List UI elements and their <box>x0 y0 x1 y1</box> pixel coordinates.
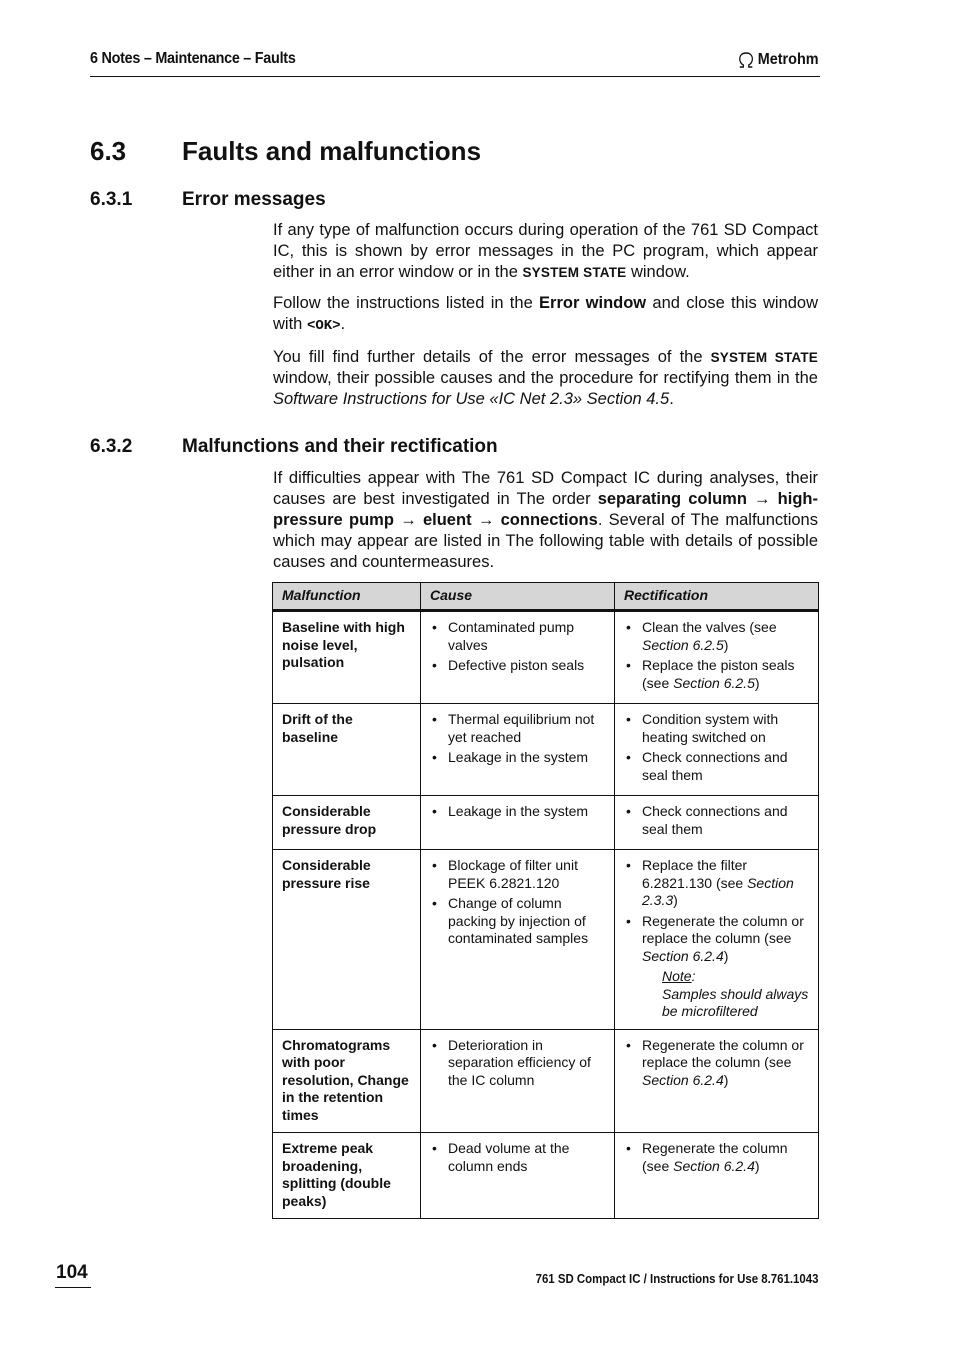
malfunction-cell: Considerable pressure rise <box>273 850 421 1030</box>
column-header-cause: Cause <box>421 583 615 611</box>
table-row <box>273 796 819 850</box>
paragraph: Follow the instructions listed in the Error window and close this window with <OK>. <box>273 294 819 334</box>
section-heading <box>90 136 481 167</box>
subsection-heading-malfunctions <box>90 436 498 458</box>
brand-name: Metrohm <box>758 51 819 68</box>
error-messages-body <box>273 220 818 420</box>
table-row <box>273 850 819 1030</box>
table-row <box>273 704 819 796</box>
list-item: • Regenerate the column or replace the column (see Section 6.2.4) <box>624 1037 809 1090</box>
list-item: • Thermal equilibrium not yet reached <box>430 711 605 746</box>
malfunction-cell: Baseline with high noise level, pulsation <box>273 611 421 704</box>
note: Note: Samples should always be microfiltered <box>662 968 809 1019</box>
list-item: • Contaminated pump valves <box>430 619 605 654</box>
list-item: • Defective piston seals <box>430 657 605 675</box>
table-row <box>273 611 819 704</box>
list-item: • Check connections and seal them <box>624 803 809 838</box>
list-item: • Leakage in the system <box>430 803 605 821</box>
page-number: 104 <box>56 1262 88 1283</box>
page-number-rule <box>55 1287 91 1288</box>
brand-logo <box>737 51 819 69</box>
malfunctions-body <box>273 468 818 583</box>
list-item: • Clean the valves (see Section 6.2.5) <box>624 619 809 654</box>
omega-logo-icon <box>737 51 755 69</box>
rectification-cell <box>615 1133 819 1219</box>
paragraph: You fill find further details of the error messages of the SYSTEM STATE window, their possible causes and the procedure for rectifying them in the Software Instructions for Use «IC Net 2.3» Section 4.5. <box>273 348 818 408</box>
rectification-cell <box>615 1029 819 1133</box>
list-item: • Dead volume at the column ends <box>430 1140 605 1175</box>
header-rule <box>90 76 820 77</box>
malfunction-table <box>272 582 819 1219</box>
malfunction-cell: Extreme peak broadening, splitting (double peaks) <box>273 1133 421 1219</box>
cause-cell <box>421 850 615 1030</box>
running-header-chapter: 6 Notes – Maintenance – Faults <box>90 50 296 67</box>
column-header-rectification: Rectification <box>615 583 819 611</box>
cause-cell <box>421 704 615 796</box>
rectification-cell <box>615 796 819 850</box>
paragraph: If difficulties appear with The 761 SD Compact IC during analyses, their causes are best investigated in The order separating column → high-pressure pump → eluent → connections. Several of The malfunctions which may appear are listed in The following table with details of possible causes and countermeasures. <box>273 469 818 571</box>
malfunction-cell: Chromatograms with poor resolution, Change in the retention times <box>273 1029 421 1133</box>
column-header-malfunction: Malfunction <box>273 583 421 611</box>
subsection-number: 6.3.2 <box>90 436 133 457</box>
list-item: • Leakage in the system <box>430 749 605 767</box>
list-item: • Replace the filter 6.2821.130 (see Section 2.3.3) <box>624 857 809 910</box>
rectification-cell <box>615 704 819 796</box>
section-title: Faults and malfunctions <box>182 136 482 166</box>
subsection-title: Error messages <box>182 189 326 210</box>
list-item: • Replace the piston seals (see Section 6.2.5) <box>624 657 809 692</box>
subsection-title: Malfunctions and their rectification <box>182 436 498 457</box>
rectification-cell <box>615 611 819 704</box>
table-row <box>273 1029 819 1133</box>
table-header-row <box>273 583 819 611</box>
cause-cell <box>421 1133 615 1219</box>
cause-cell <box>421 611 615 704</box>
subsection-heading-error-messages <box>90 189 326 211</box>
footer-document-id: 761 SD Compact IC / Instructions for Use 8.761.1043 <box>536 1271 819 1286</box>
list-item: • Change of column packing by injection of contaminated samples <box>430 895 605 948</box>
malfunction-cell: Considerable pressure drop <box>273 796 421 850</box>
cause-cell <box>421 796 615 850</box>
list-item: • Check connections and seal them <box>624 749 809 784</box>
cause-cell <box>421 1029 615 1133</box>
paragraph: If any type of malfunction occurs during operation of the 761 SD Compact IC, this is shown by error messages in the PC program, which appear either in an error window or in the SYSTEM STATE window. <box>273 221 818 281</box>
list-item: • Deterioration in separation efficiency of the IC column <box>430 1037 605 1090</box>
table-row <box>273 1133 819 1219</box>
list-item: • Regenerate the column or replace the column (see Section 6.2.4) <box>624 913 809 966</box>
list-item: • Regenerate the column (see Section 6.2.4) <box>624 1140 809 1175</box>
section-number: 6.3 <box>90 136 127 166</box>
malfunction-cell: Drift of the baseline <box>273 704 421 796</box>
list-item: • Blockage of filter unit PEEK 6.2821.120 <box>430 857 605 892</box>
rectification-cell <box>615 850 819 1030</box>
list-item: • Condition system with heating switched on <box>624 711 809 746</box>
subsection-number: 6.3.1 <box>90 189 133 210</box>
